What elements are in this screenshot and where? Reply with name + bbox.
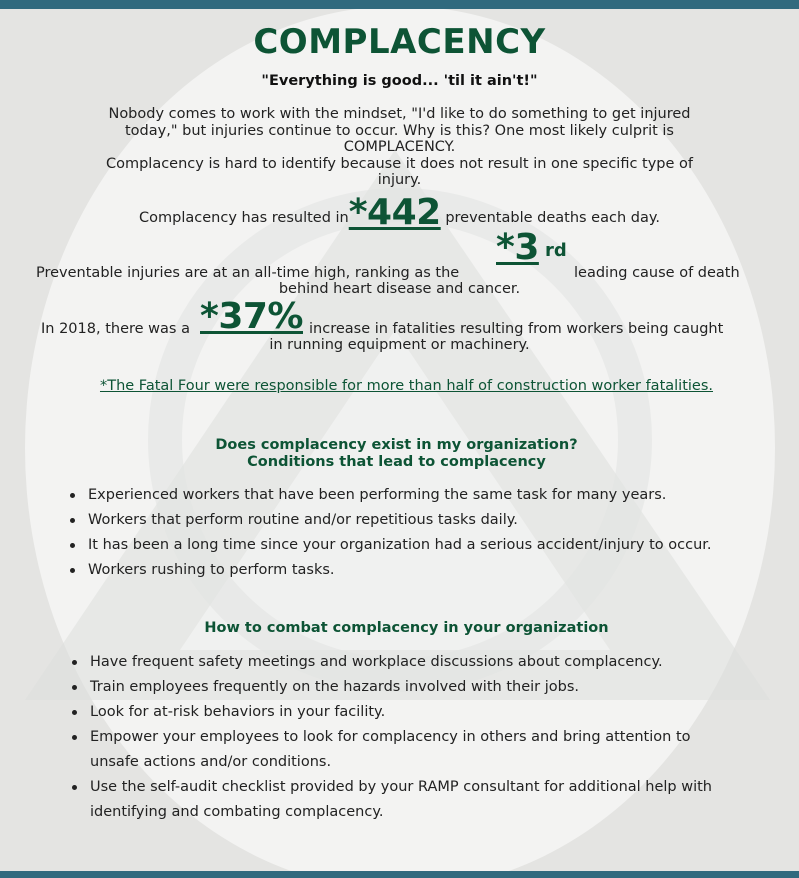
list-item: Train employees frequently on the hazards involved with their jobs. <box>72 675 742 700</box>
intro-paragraph-2: Complacency is hard to identify because it does not result in one specific type of injury. <box>105 155 694 188</box>
combat-list <box>72 650 742 825</box>
page-title: COMPLACENCY <box>253 22 546 62</box>
stat-deaths-per-day <box>0 192 799 233</box>
list-item: Experienced workers that have been performing the same task for many years. <box>70 483 740 508</box>
intro-text <box>100 106 699 189</box>
list-item: It has been a long time since your organization had a serious accident/injury to occur. <box>70 533 740 558</box>
conditions-heading-line1: Does complacency exist in my organization? <box>215 437 578 453</box>
list-item: Look for at-risk behaviors in your facility. <box>72 700 742 725</box>
intro-paragraph-1: Nobody comes to work with the mindset, "I'd like to do something to get injured today," but injuries continue to occur. Why is this? One most likely culprit is COMPLACENCY. <box>108 106 691 155</box>
conditions-heading-line2: Conditions that lead to complacency <box>247 454 546 470</box>
conditions-list <box>70 483 740 583</box>
stat-increase-value: *37% <box>200 296 303 337</box>
bottom-banner-bar <box>0 871 799 878</box>
stat-deaths-suffix: preventable deaths each day. <box>445 210 660 226</box>
stat-rank-ordinal: rd <box>545 240 567 261</box>
list-item: Use the self-audit checklist provided by your RAMP consultant for additional help with identifying and combating complacency. <box>72 775 742 825</box>
tagline: "Everything is good... 'til it ain't!" <box>261 73 538 89</box>
stat-increase-label: In 2018, there was a <box>41 321 190 337</box>
top-banner-bar <box>0 0 799 9</box>
stat-rank-suffix: leading cause of death <box>574 265 740 281</box>
list-item: Workers that perform routine and/or repetitious tasks daily. <box>70 508 740 533</box>
stat-deaths-value: *442 <box>348 192 441 233</box>
list-item: Empower your employees to look for complacency in others and bring attention to unsafe actions and/or conditions. <box>72 725 742 775</box>
section-conditions-heading <box>0 437 793 471</box>
stat-deaths-label: Complacency has resulted in <box>139 210 349 226</box>
stat-increase-suffix: increase in fatalities resulting from workers being caught <box>309 321 724 337</box>
stat-rank-line2: behind heart disease and cancer. <box>278 281 521 297</box>
list-item: Workers rushing to perform tasks. <box>70 558 740 583</box>
list-item: Have frequent safety meetings and workplace discussions about complacency. <box>72 650 742 675</box>
stat-rank-label: Preventable injuries are at an all-time high, ranking as the <box>36 265 460 281</box>
stat-increase-line2: in running equipment or machinery. <box>269 337 530 353</box>
stat-rank-value: *3 <box>496 227 539 268</box>
section-combat-heading: How to combat complacency in your organization <box>204 620 609 636</box>
stat-cause-rank <box>0 227 799 297</box>
fatal-four-link[interactable]: *The Fatal Four were responsible for more than half of construction worker fatalities. <box>99 378 713 394</box>
